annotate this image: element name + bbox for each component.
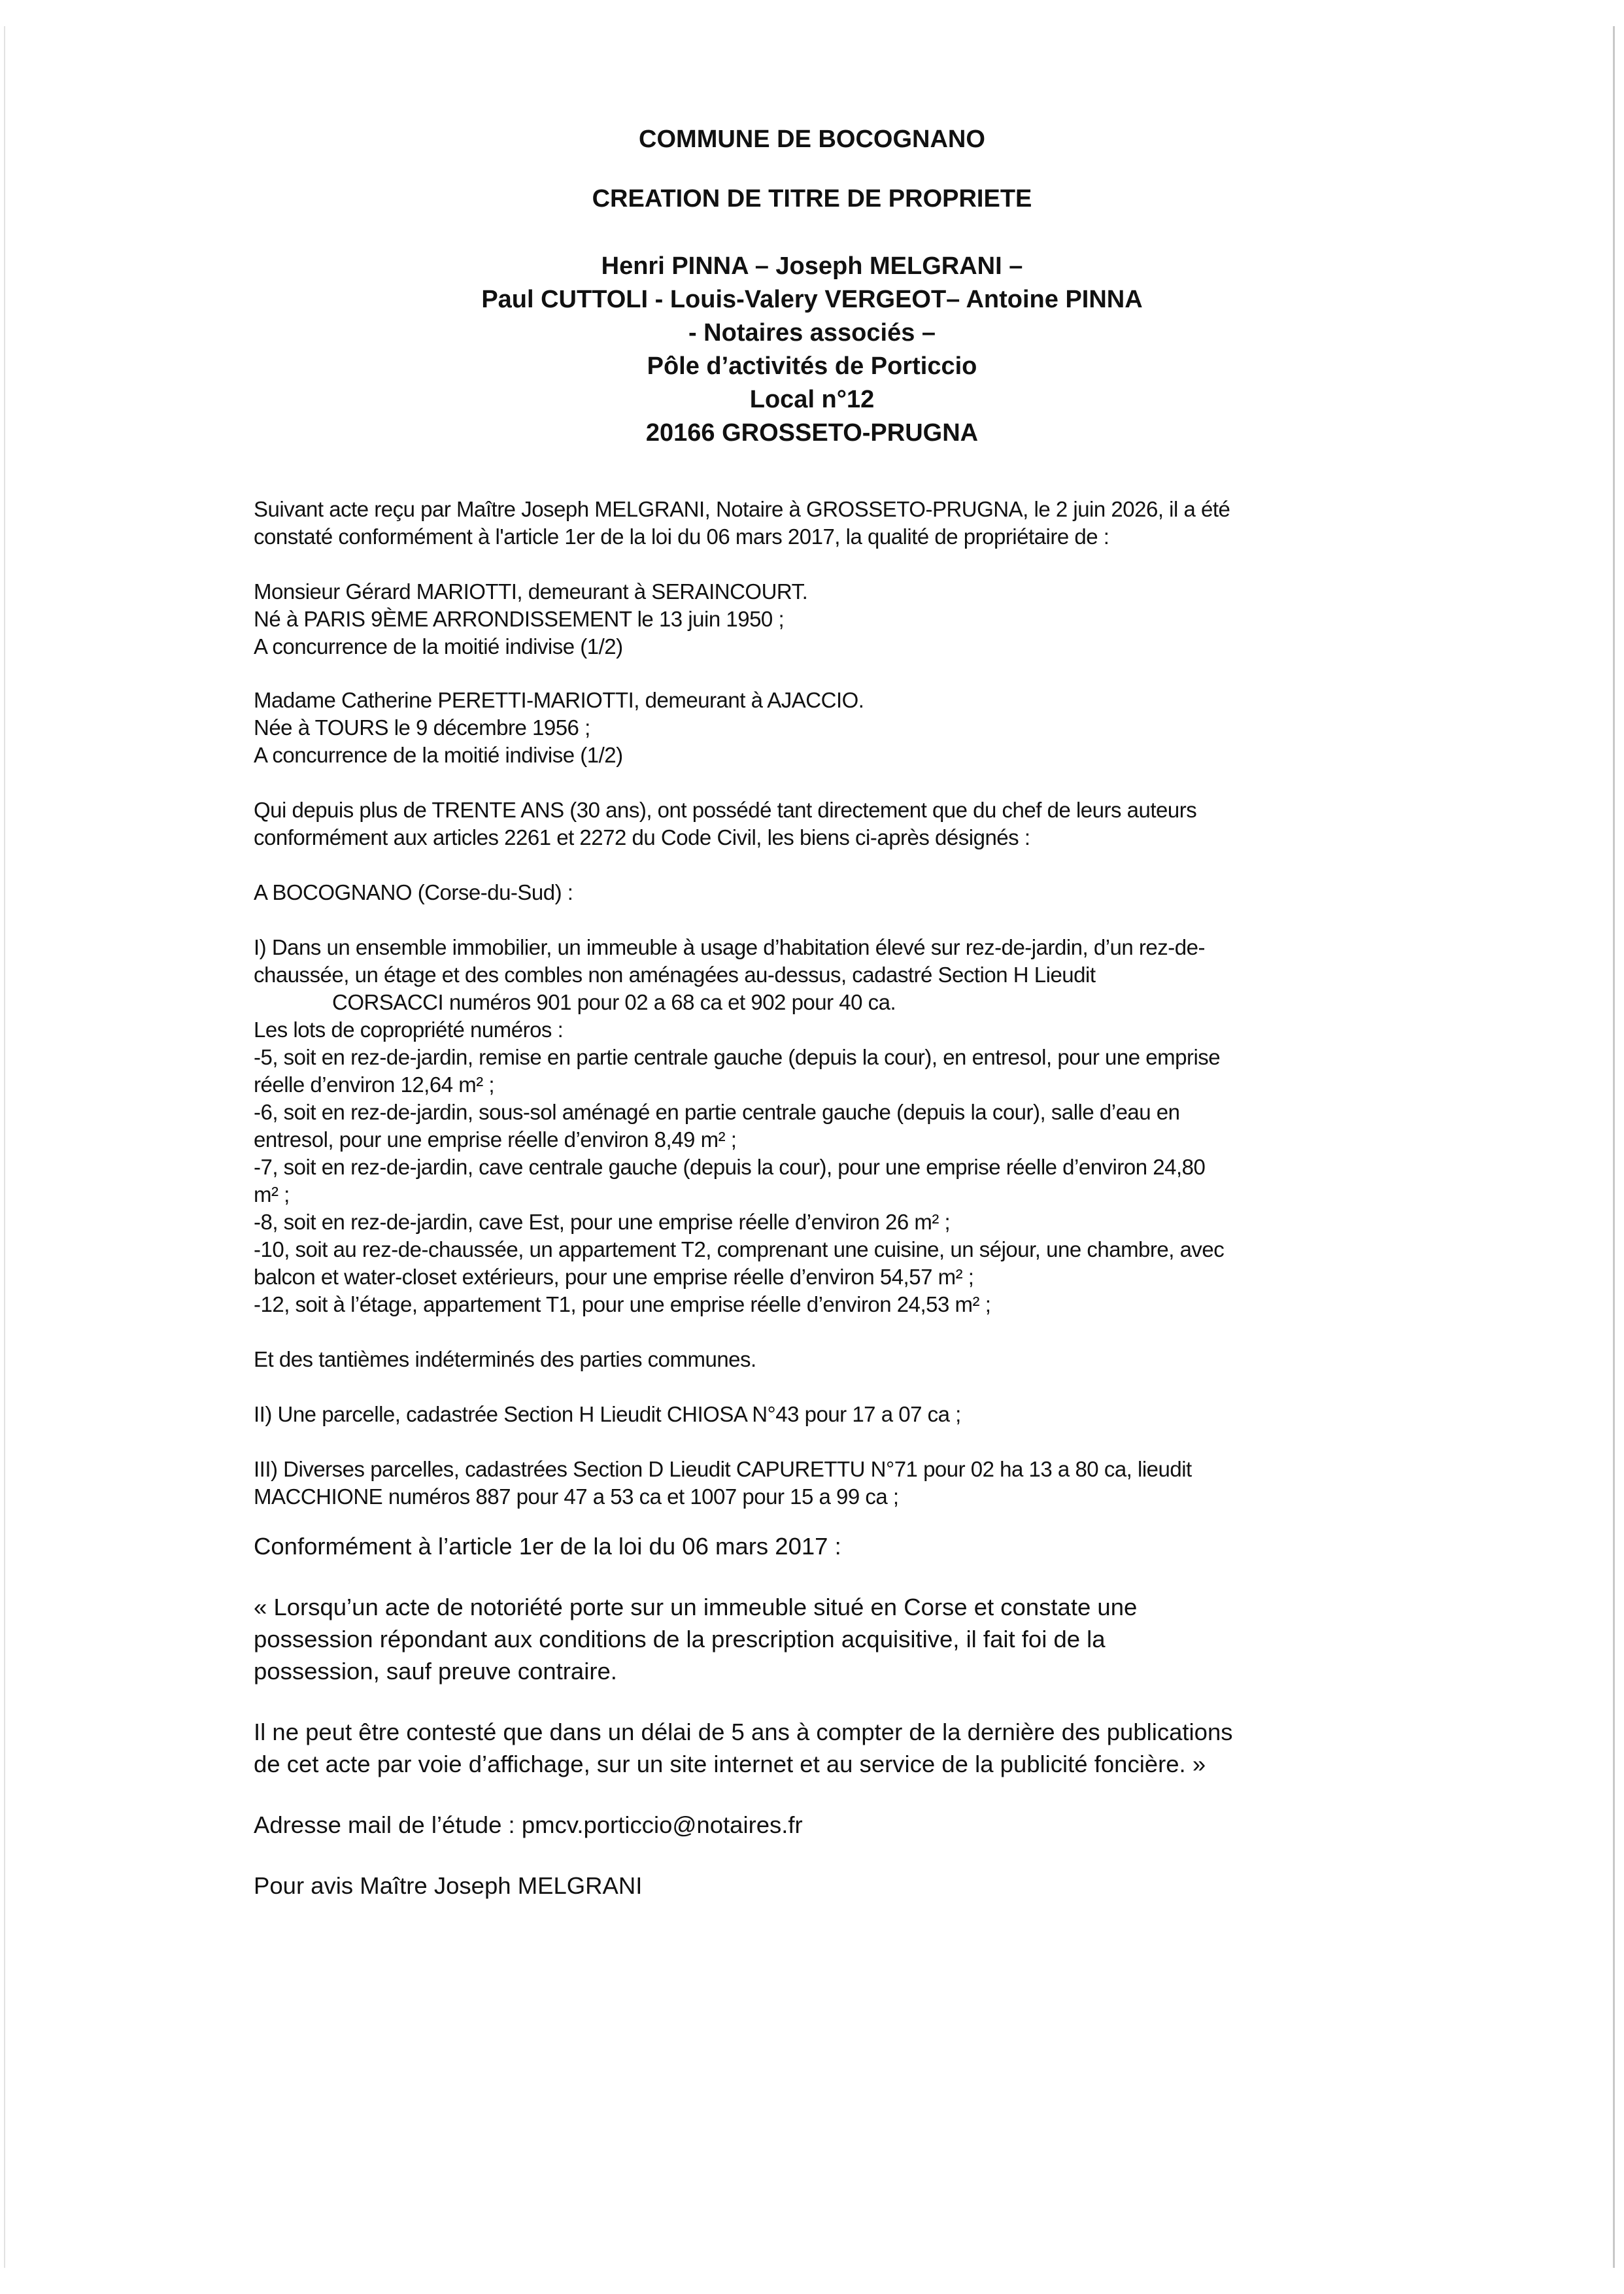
- text-line: Qui depuis plus de TRENTE ANS (30 ans), ont possédé tant directement que du chef de leurs auteurs: [254, 798, 1197, 822]
- lot-line: -6, soit en rez-de-jardin, sous-sol aménagé en partie centrale gauche (depuis la cour), salle d’eau en: [254, 1100, 1180, 1124]
- lot-line: réelle d’environ 12,64 m² ;: [254, 1072, 495, 1097]
- lots-intro: Les lots de copropriété numéros :: [254, 1018, 564, 1042]
- text-line: possession répondant aux conditions de la prescription acquisitive, il fait foi de la: [254, 1626, 1106, 1652]
- lot-line: -12, soit à l’étage, appartement T1, pour une emprise réelle d’environ 24,53 m² ;: [254, 1292, 991, 1316]
- text-line: chaussée, un étage et des combles non aménagées au-dessus, cadastré Section H Lieudit: [254, 963, 1096, 987]
- notaries-line: Local n°12: [749, 386, 875, 413]
- lot-line: m² ;: [254, 1182, 290, 1207]
- owner-block: [254, 578, 1372, 660]
- text-line: MACCHIONE numéros 887 pour 47 a 53 ca et 1007 pour 15 a 99 ca ;: [254, 1484, 899, 1509]
- text-line: constaté conformément à l'article 1er de la loi du 06 mars 2017, la qualité de propriétaire de :: [254, 524, 1109, 549]
- lot-line: -5, soit en rez-de-jardin, remise en partie centrale gauche (depuis la cour), en entresol, pour une emprise: [254, 1045, 1221, 1069]
- lot-line: -8, soit en rez-de-jardin, cave Est, pour une emprise réelle d’environ 26 m² ;: [254, 1210, 951, 1234]
- lot-line: balcon et water-closet extérieurs, pour une emprise réelle d’environ 54,57 m² ;: [254, 1265, 974, 1289]
- lot-line: -7, soit en rez-de-jardin, cave centrale gauche (depuis la cour), pour une emprise réelle d’environ 24,80: [254, 1155, 1206, 1179]
- text-line: Née à TOURS le 9 décembre 1956 ;: [254, 715, 590, 740]
- lot-line: -10, soit au rez-de-chaussée, un appartement T2, comprenant une cuisine, un séjour, une chambre, avec: [254, 1237, 1225, 1261]
- text-line: Madame Catherine PERETTI-MARIOTTI, demeurant à AJACCIO.: [254, 688, 864, 712]
- text-line: A concurrence de la moitié indivise (1/2): [254, 743, 623, 767]
- text-line: Il ne peut être contesté que dans un délai de 5 ans à compter de la dernière des publications: [254, 1719, 1233, 1745]
- document-title: CREATION DE TITRE DE PROPRIETE: [592, 185, 1032, 213]
- intro-paragraph: [254, 496, 1372, 551]
- law-intro: Conformément à l’article 1er de la loi du 06 mars 2017 :: [254, 1533, 841, 1560]
- text-line: III) Diverses parcelles, cadastrées Section D Lieudit CAPURETTU N°71 pour 02 ha 13 a 80 ca, lieudit: [254, 1457, 1192, 1481]
- location-line: A BOCOGNANO (Corse-du-Sud) :: [254, 880, 573, 904]
- possession-paragraph: [254, 796, 1372, 851]
- text-line: Né à PARIS 9ÈME ARRONDISSEMENT le 13 juin 1950 ;: [254, 607, 785, 631]
- tantiemes-line: Et des tantièmes indéterminés des parties communes.: [254, 1347, 756, 1371]
- text-line: A concurrence de la moitié indivise (1/2): [254, 634, 623, 659]
- owner-block: [254, 687, 1372, 769]
- document-header: [0, 123, 1624, 450]
- notaries-line: Henri PINNA – Joseph MELGRANI –: [601, 252, 1023, 280]
- notaries-block: [0, 250, 1624, 450]
- text-line: possession, sauf preuve contraire.: [254, 1658, 617, 1685]
- text-line: Monsieur Gérard MARIOTTI, demeurant à SERAINCOURT.: [254, 579, 808, 604]
- notaries-line: Pôle d’activités de Porticcio: [647, 352, 977, 380]
- commune-title: COMMUNE DE BOCOGNANO: [639, 126, 985, 153]
- notaries-line: - Notaires associés –: [688, 319, 936, 347]
- property-two-line: II) Une parcelle, cadastrée Section H Lieudit CHIOSA N°43 pour 17 a 07 ca ;: [254, 1402, 961, 1426]
- text-line: conformément aux articles 2261 et 2272 du Code Civil, les biens ci-après désignés :: [254, 825, 1030, 849]
- law-quote-second: [254, 1716, 1372, 1780]
- text-line: de cet acte par voie d’affichage, sur un site internet et au service de la publicité foncière. »: [254, 1751, 1206, 1777]
- notaries-line: 20166 GROSSETO-PRUGNA: [645, 419, 979, 447]
- text-line: « Lorsqu’un acte de notoriété porte sur un immeuble situé en Corse et constate une: [254, 1594, 1138, 1620]
- text-line: I) Dans un ensemble immobilier, un immeuble à usage d’habitation élevé sur rez-de-jardin, d’un rez-de-: [254, 935, 1205, 959]
- signature-line: Pour avis Maître Joseph MELGRANI: [254, 1872, 643, 1899]
- text-line: CORSACCI numéros 901 pour 02 a 68 ca et 902 pour 40 ca.: [332, 990, 896, 1014]
- lot-line: entresol, pour une emprise réelle d’environ 8,49 m² ;: [254, 1127, 737, 1152]
- text-line: Suivant acte reçu par Maître Joseph MELGRANI, Notaire à GROSSETO-PRUGNA, le 2 juin 2026, il a été: [254, 497, 1230, 521]
- notaries-line: Paul CUTTOLI - Louis-Valery VERGEOT– Antoine PINNA: [481, 286, 1143, 313]
- document-body: [254, 496, 1372, 1902]
- email-line: Adresse mail de l’étude : pmcv.porticcio@notaires.fr: [254, 1811, 803, 1838]
- property-three-block: [254, 1456, 1372, 1511]
- law-quote-first: [254, 1591, 1372, 1687]
- property-one-block: [254, 934, 1372, 1318]
